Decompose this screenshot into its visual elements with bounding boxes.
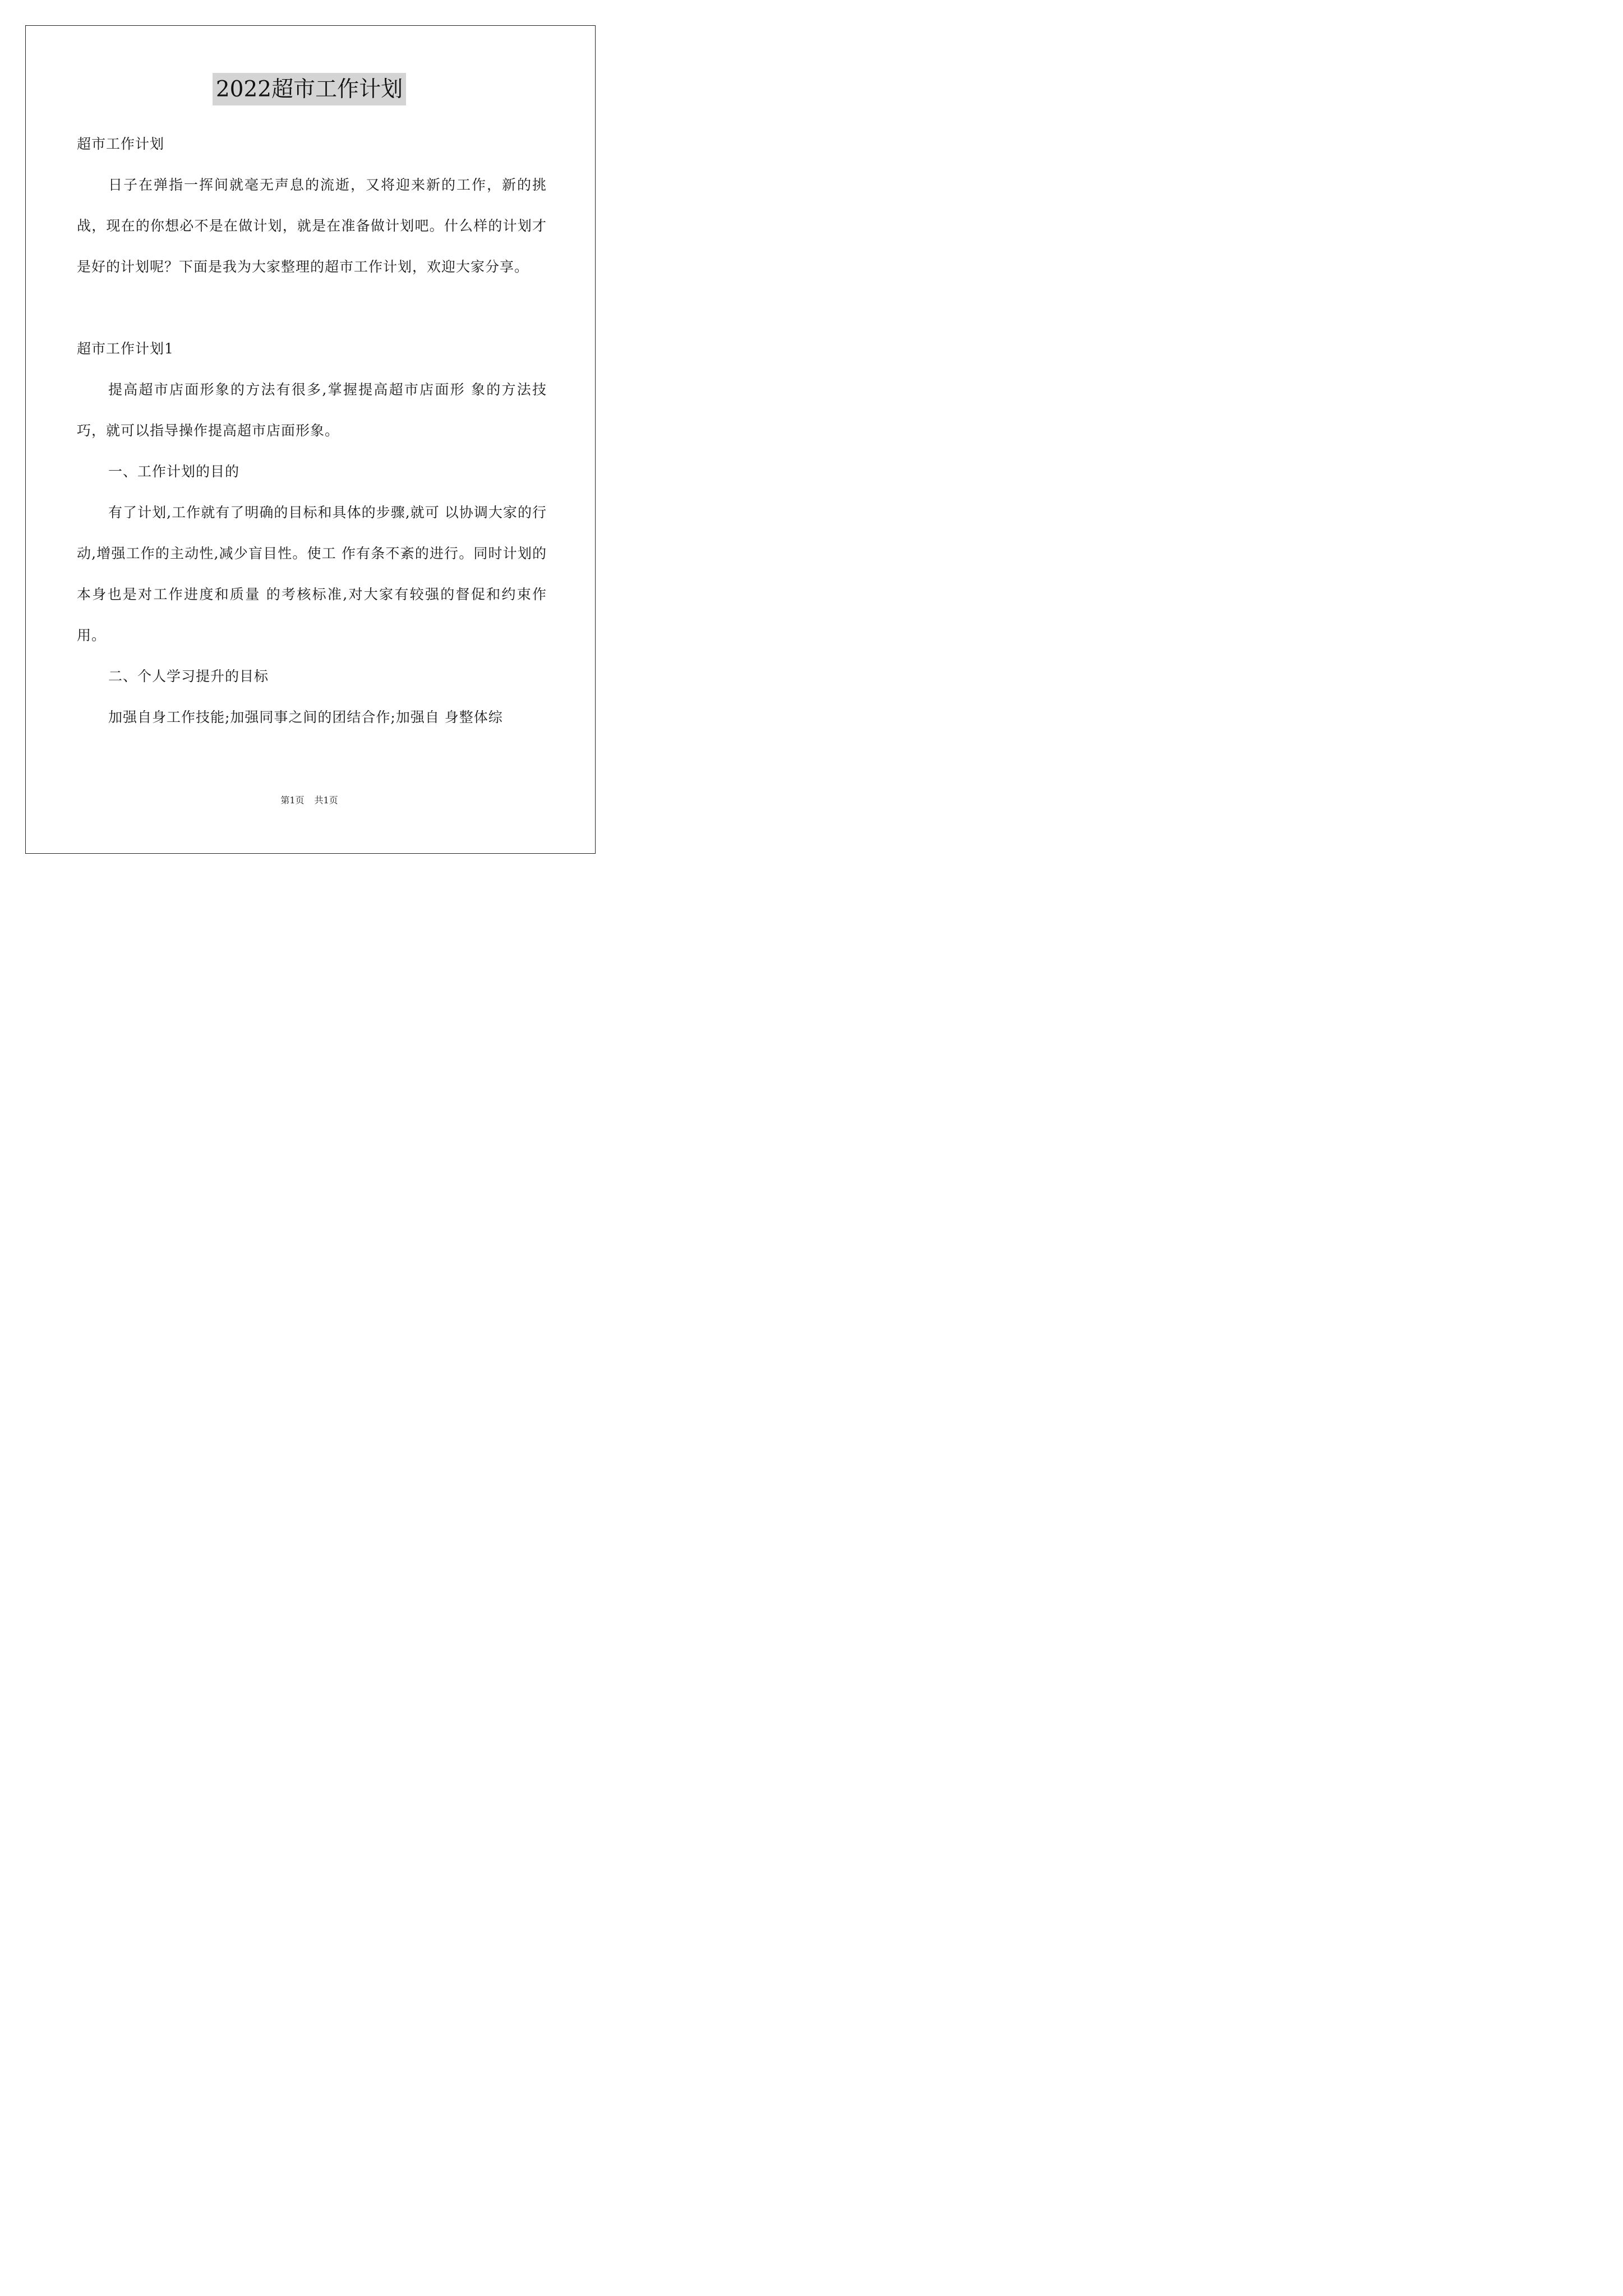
paragraph-spacer bbox=[77, 287, 547, 328]
subheading: 二、个人学习提升的目标 bbox=[108, 668, 269, 684]
subheading: 一、工作计划的目的 bbox=[108, 463, 240, 480]
intro-paragraph: 日子在弹指一挥间就毫无声息的流逝，又将迎来新的工作，新的挑战，现在的你想必不是在做计划，就是在准备做计划吧。什么样的计划才是好的计划呢？下面是我为大家整理的超市工作计划，欢迎大家分享。 bbox=[77, 177, 547, 275]
body-paragraph: 有了计划,工作就有了明确的目标和具体的步骤,就可 以协调大家的行动,增强工作的主动性,减少盲目性。使工 作有条不紊的进行。同时计划的本身也是对工作进度和质量 的考核标准,对大家有较强的督促和约束作用。 bbox=[77, 504, 547, 643]
body-paragraph: 提高超市店面形象的方法有很多,掌握提高超市店面形 象的方法技巧，就可以指导操作提高超市店面形象。 bbox=[77, 381, 547, 439]
page-number: 第1页 bbox=[280, 795, 305, 806]
document-title-container bbox=[0, 73, 619, 105]
page-total: 共1页 bbox=[314, 795, 338, 806]
body-paragraph: 加强自身工作技能;加强同事之间的团结合作;加强自 身整体综 bbox=[108, 709, 503, 725]
document-title: 2022超市工作计划 bbox=[213, 73, 406, 105]
page-footer bbox=[0, 794, 619, 807]
section-heading: 超市工作计划 bbox=[77, 136, 165, 152]
document-body bbox=[77, 123, 547, 738]
section-heading: 超市工作计划1 bbox=[77, 341, 174, 357]
